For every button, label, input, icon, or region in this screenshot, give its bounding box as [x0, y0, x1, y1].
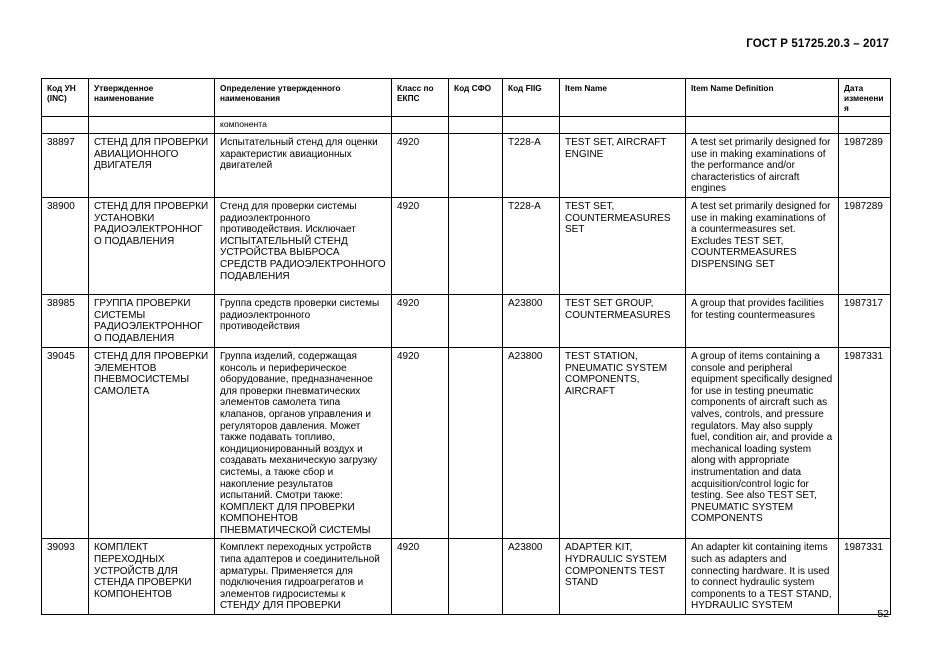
- table-header-row: [42, 79, 891, 117]
- date-cell: 1987331: [839, 347, 891, 539]
- definition-cell: Стенд для проверки системы радиоэлектронного противодействия. Исключает ИСПЫТАТЕЛЬНЫЙ СТЕНД УСТРОЙСТВА ВЫБРОСА СРЕДСТВ РАДИОЭЛЕКТРОННОГО ПОДАВЛЕНИЯ: [215, 197, 392, 294]
- column-header-inc: Код УН (INC): [42, 79, 89, 117]
- sfo-cell: [449, 539, 503, 615]
- item-definition-cell: A group that provides facilities for testing countermeasures: [686, 294, 839, 347]
- table-row-continuation: [42, 117, 891, 134]
- date-cell: 1987289: [839, 134, 891, 198]
- table-row: [42, 294, 891, 347]
- sfo-cell: [449, 197, 503, 294]
- document-header: ГОСТ Р 51725.20.3 – 2017: [746, 38, 889, 50]
- class-cell: 4920: [392, 134, 449, 198]
- class-cell: 4920: [392, 294, 449, 347]
- inc-cell: 39045: [42, 347, 89, 539]
- definition-cell: Группа средств проверки системы радиоэлектронного противодействия: [215, 294, 392, 347]
- item-name-cell: TEST SET, COUNTERMEASURES SET: [560, 197, 686, 294]
- fiig-cell: A23800: [503, 539, 560, 615]
- inc-cell: 38897: [42, 134, 89, 198]
- sfo-cell: [449, 294, 503, 347]
- catalog-table: [41, 78, 891, 615]
- table-row: [42, 539, 891, 615]
- column-header-fiig: Код FIIG: [503, 79, 560, 117]
- approved-name-cell: КОМПЛЕКТ ПЕРЕХОДНЫХ УСТРОЙСТВ ДЛЯ СТЕНДА ПРОВЕРКИ КОМПОНЕНТОВ: [89, 539, 215, 615]
- sfo-cell: [449, 134, 503, 198]
- date-cell: 1987317: [839, 294, 891, 347]
- column-header-class: Класс по ЕКПС: [392, 79, 449, 117]
- inc-cell: 39093: [42, 539, 89, 615]
- approved-name-cell: СТЕНД ДЛЯ ПРОВЕРКИ АВИАЦИОННОГО ДВИГАТЕЛЯ: [89, 134, 215, 198]
- column-header-item-name: Item Name: [560, 79, 686, 117]
- table-row: [42, 347, 891, 539]
- sfo-cell: [449, 347, 503, 539]
- approved-name-cell: СТЕНД ДЛЯ ПРОВЕРКИ ЭЛЕМЕНТОВ ПНЕВМОСИСТЕМЫ САМОЛЕТА: [89, 347, 215, 539]
- definition-cell: Комплект переходных устройств типа адаптеров и соединительной арматуры. Применяется для подключения гидроагрегатов и элементов гидросистемы к СТЕНДУ ДЛЯ ПРОВЕРКИ: [215, 539, 392, 615]
- column-header-approved-name: Утвержденное наименование: [89, 79, 215, 117]
- continuation-text: компонента: [215, 117, 392, 134]
- page-number: 52: [877, 608, 889, 620]
- column-header-sfo: Код СФО: [449, 79, 503, 117]
- fiig-cell: A23800: [503, 294, 560, 347]
- item-definition-cell: An adapter kit containing items such as adapters and connecting hardware. It is used to connect hydraulic system components to a TEST STAND, HYDRAULIC SYSTEM: [686, 539, 839, 615]
- class-cell: 4920: [392, 347, 449, 539]
- column-header-item-definition: Item Name Definition: [686, 79, 839, 117]
- inc-cell: 38900: [42, 197, 89, 294]
- item-definition-cell: A group of items containing a console and peripheral equipment specifically designed for use in testing pneumatic components of aircraft such as valves, controls, and pressure regulators. May also supply fuel, condition air, and provide a mechanical loading system along with appropriate instrumentation and data acquisition/control logic for testing. See also TEST SET, PNEUMATIC SYSTEM COMPONENTS: [686, 347, 839, 539]
- item-name-cell: TEST SET, AIRCRAFT ENGINE: [560, 134, 686, 198]
- item-name-cell: TEST SET GROUP, COUNTERMEASURES: [560, 294, 686, 347]
- table-row: [42, 197, 891, 294]
- fiig-cell: T228-A: [503, 134, 560, 198]
- inc-cell: 38985: [42, 294, 89, 347]
- item-definition-cell: A test set primarily designed for use in making examinations of the performance and/or characteristics of aircraft engines: [686, 134, 839, 198]
- approved-name-cell: СТЕНД ДЛЯ ПРОВЕРКИ УСТАНОВКИ РАДИОЭЛЕКТРОННОГ О ПОДАВЛЕНИЯ: [89, 197, 215, 294]
- item-name-cell: TEST STATION, PNEUMATIC SYSTEM COMPONENTS, AIRCRAFT: [560, 347, 686, 539]
- class-cell: 4920: [392, 539, 449, 615]
- definition-cell: Группа изделий, содержащая консоль и периферическое оборудование, предназначенное для проверки пневматических элементов самолета типа клапанов, органов управления и регуляторов давления. Может также подавать топливо, кондиционированный воздух и создавать механическую загрузку системы, а также сбор и накопление результатов испытаний. Смотри также: КОМПЛЕКТ ДЛЯ ПРОВЕРКИ КОМПОНЕНТОВ ПНЕВМАТИЧЕСКОЙ СИСТЕМЫ: [215, 347, 392, 539]
- column-header-definition: Определение утвержденного наименования: [215, 79, 392, 117]
- fiig-cell: T228-A: [503, 197, 560, 294]
- date-cell: 1987331: [839, 539, 891, 615]
- definition-cell: Испытательный стенд для оценки характеристик авиационных двигателей: [215, 134, 392, 198]
- class-cell: 4920: [392, 197, 449, 294]
- item-definition-cell: A test set primarily designed for use in making examinations of a countermeasures set. Excludes TEST SET, COUNTERMEASURES DISPENSING SET: [686, 197, 839, 294]
- approved-name-cell: ГРУППА ПРОВЕРКИ СИСТЕМЫ РАДИОЭЛЕКТРОННОГ О ПОДАВЛЕНИЯ: [89, 294, 215, 347]
- date-cell: 1987289: [839, 197, 891, 294]
- fiig-cell: A23800: [503, 347, 560, 539]
- column-header-date: Дата изменения: [839, 79, 891, 117]
- item-name-cell: ADAPTER KIT, HYDRAULIC SYSTEM COMPONENTS TEST STAND: [560, 539, 686, 615]
- table-row: [42, 134, 891, 198]
